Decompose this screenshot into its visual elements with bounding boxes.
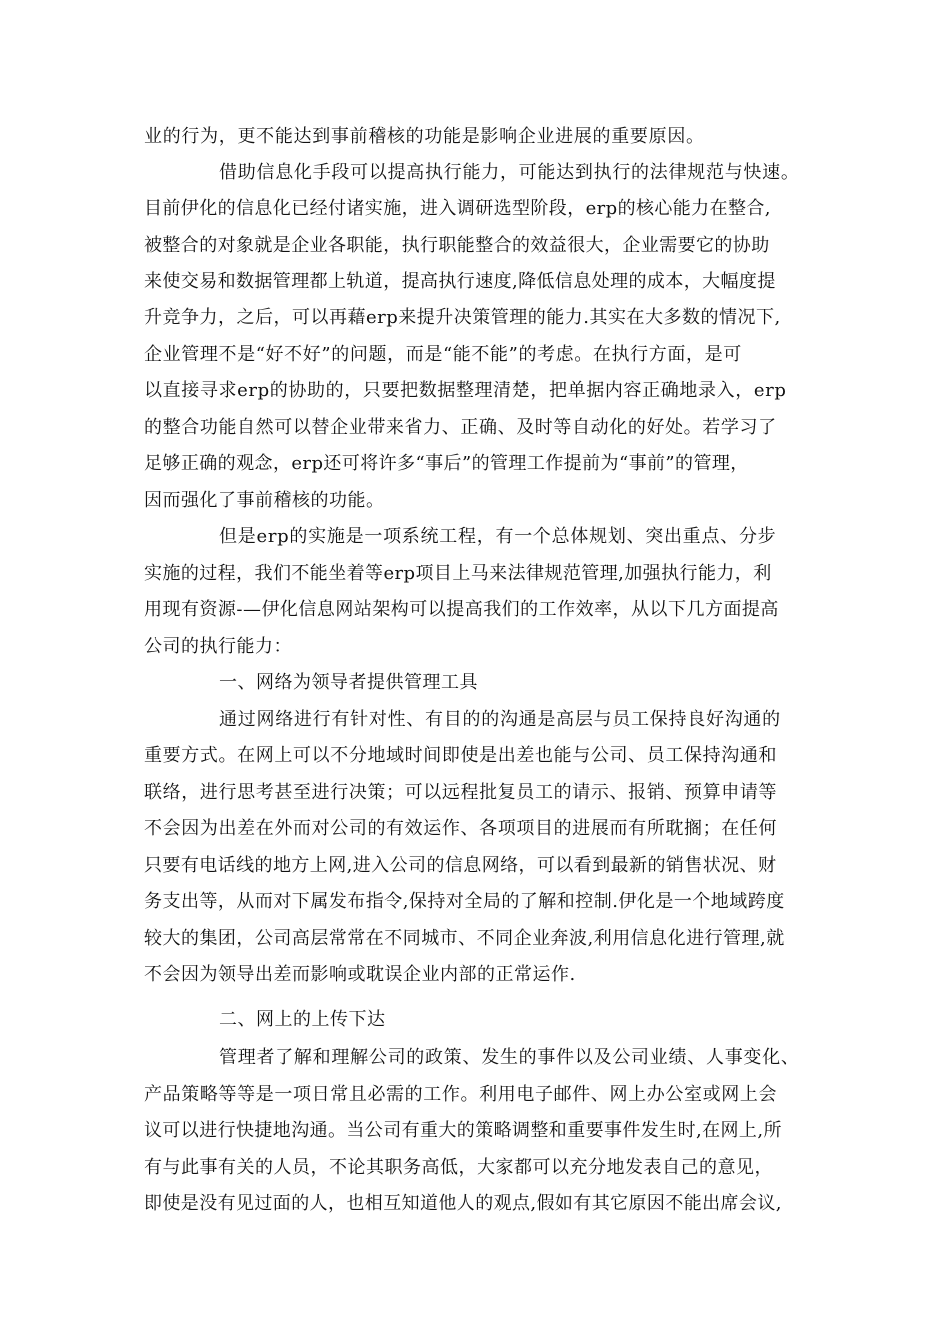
paragraph-line: 议可以进行快捷地沟通。当公司有重大的策略调整和重要事件发生时,在网上,所 — [144, 1120, 782, 1141]
paragraph-line: 业的行为，更不能达到事前稽核的功能是影响企业进展的重要原因。 — [144, 126, 705, 147]
paragraph-line: 以直接寻求erp的协助的，只要把数据整理清楚，把单据内容正确地录入，erp — [144, 380, 787, 401]
paragraph-line: 有与此事有关的人员，不论其职务高低，大家都可以充分地发表自己的意见， — [144, 1157, 773, 1178]
section-heading: 二、网上的上传下达 — [219, 1009, 386, 1030]
paragraph-line: 企业管理不是“好不好”的问题，而是“能不能”的考虑。在执行方面，是可 — [144, 344, 742, 365]
paragraph-line: 产品策略等等是一项日常且必需的工作。利用电子邮件、网上办公室或网上会 — [144, 1084, 778, 1105]
paragraph-line: 公司的执行能力： — [144, 636, 292, 657]
paragraph-line: 的整合功能自然可以替企业带来省力、正确、及时等自动化的好处。若学习了 — [144, 417, 777, 438]
paragraph-line: 升竞争力，之后，可以再藉erp来提升决策管理的能力.其实在大多数的情况下, — [144, 307, 781, 328]
paragraph-line: 借助信息化手段可以提高执行能力，可能达到执行的法律规范与快速。 — [219, 162, 800, 183]
section-heading: 一、网络为领导者提供管理工具 — [219, 672, 478, 693]
paragraph-line: 来使交易和数据管理都上轨道，提高执行速度,降低信息处理的成本，大幅度提 — [144, 271, 776, 292]
paragraph-line: 即使是没有见过面的人，也相互知道他人的观点,假如有其它原因不能出席会议, — [144, 1193, 782, 1214]
paragraph-line: 只要有电话线的地方上网,进入公司的信息网络，可以看到最新的销售状况、财 — [144, 855, 777, 876]
paragraph-line: 管理者了解和理解公司的政策、发生的事件以及公司业绩、人事变化、 — [219, 1047, 800, 1068]
paragraph-line: 不会因为领导出差而影响或耽误企业内部的正常运作. — [144, 964, 576, 985]
paragraph-line: 不会因为出差在外而对公司的有效运作、各项项目的进展而有所耽搁；在任何 — [144, 818, 778, 839]
paragraph-line: 足够正确的观念，erp还可将许多“事后”的管理工作提前为“事前”的管理， — [144, 453, 749, 474]
paragraph-line: 较大的集团，公司高层常常在不同城市、不同企业奔波,利用信息化进行管理,就 — [144, 928, 785, 949]
paragraph-line: 联络，进行思考甚至进行决策；可以远程批复员工的请示、报销、预算申请等 — [144, 782, 778, 803]
paragraph-line: 因而强化了事前稽核的功能。 — [144, 490, 385, 511]
paragraph-line: 被整合的对象就是企业各职能，执行职能整合的效益很大，企业需要它的协助 — [144, 235, 770, 256]
paragraph-line: 实施的过程，我们不能坐着等erp项目上马来法律规范管理,加强执行能力，利 — [144, 563, 772, 584]
paragraph-line: 但是erp的实施是一项系统工程，有一个总体规划、突出重点、分步 — [219, 526, 777, 547]
paragraph-line: 用现有资源-—伊化信息网站架构可以提高我们的工作效率，从以下几方面提高 — [144, 599, 779, 620]
paragraph-line: 务支出等，从而对下属发布指令,保持对全局的了解和控制.伊化是一个地域跨度 — [144, 891, 785, 912]
paragraph-line: 重要方式。在网上可以不分地域时间即使是出差也能与公司、员工保持沟通和 — [144, 745, 778, 766]
paragraph-line: 目前伊化的信息化已经付诸实施，进入调研选型阶段，erp的核心能力在整合, — [144, 198, 771, 219]
paragraph-line: 通过网络进行有针对性、有目的的沟通是高层与员工保持良好沟通的 — [219, 709, 781, 730]
